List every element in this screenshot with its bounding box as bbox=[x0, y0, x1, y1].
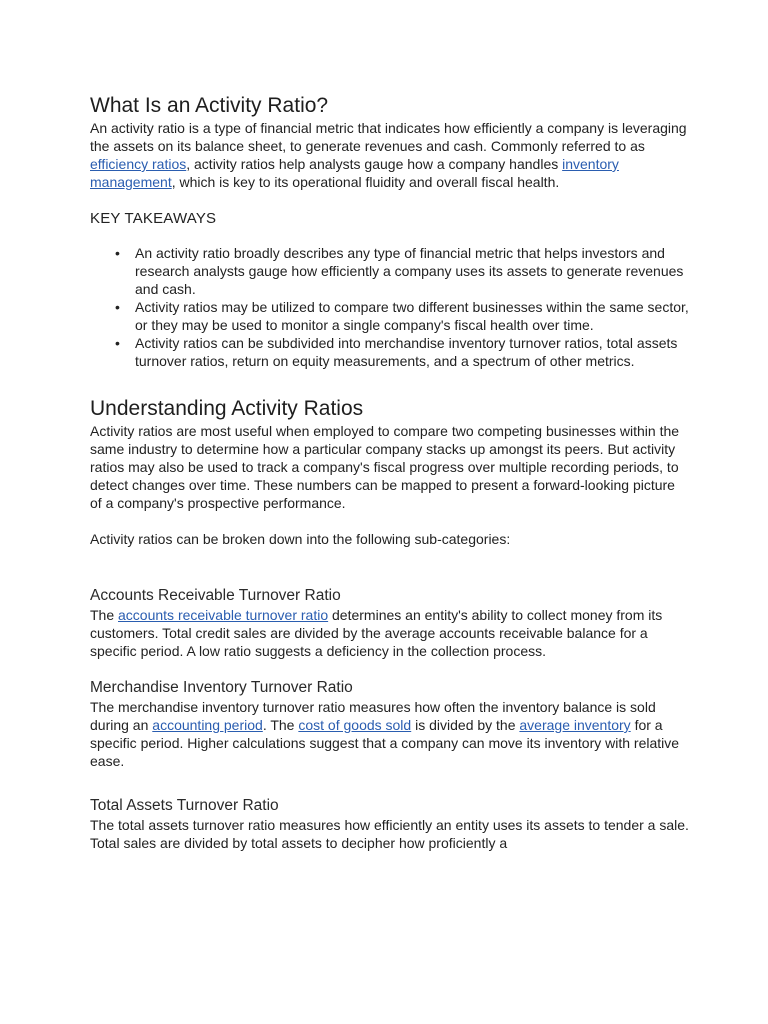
list-item: • Activity ratios can be subdivided into merchandise inventory turnover ratios, total assets turnover ratios, return on equity measurements, and a spectrum of other metrics. bbox=[115, 335, 678, 369]
intro-paragraph: An activity ratio is a type of financial metric that indicates how efficiently a company is leveraging the assets on its balance sheet, to generate revenues and cash. Commonly referred to as efficiency ratios, activity ratios help analysts gauge how a company handles inventory management, which is key to its operational fluidity and overall fiscal health. bbox=[90, 120, 687, 190]
accounting-period-link[interactable]: accounting period bbox=[152, 717, 263, 733]
bullet-icon: • bbox=[115, 299, 120, 315]
list-item: • An activity ratio broadly describes any type of financial metric that helps investors and research analysts gauge how efficiently a company uses its assets to generate revenues and cash. bbox=[115, 245, 684, 297]
cost-of-goods-sold-link[interactable]: cost of goods sold bbox=[298, 717, 412, 733]
ar-turnover-paragraph: The accounts receivable turnover ratio determines an entity's ability to collect money from its customers. Total credit sales are divided by the average accounts receivable balance for a specific period. A low ratio suggests a deficiency in the collection process. bbox=[90, 607, 663, 659]
total-assets-heading: Total Assets Turnover Ratio bbox=[90, 797, 279, 814]
list-item: • Activity ratios may be utilized to compare two different businesses within the same sector, or they may be used to monitor a single company's fiscal health over time. bbox=[115, 299, 689, 333]
inventory-turnover-heading: Merchandise Inventory Turnover Ratio bbox=[90, 679, 353, 696]
inventory-management-link[interactable]: inventory management bbox=[90, 156, 619, 190]
key-takeaways-heading: KEY TAKEAWAYS bbox=[90, 210, 217, 227]
page-title: What Is an Activity Ratio? bbox=[90, 94, 329, 117]
bullet-icon: • bbox=[115, 245, 120, 261]
ar-turnover-heading: Accounts Receivable Turnover Ratio bbox=[90, 587, 341, 604]
section-title-understanding: Understanding Activity Ratios bbox=[90, 397, 364, 420]
ar-turnover-ratio-link[interactable]: accounts receivable turnover ratio bbox=[118, 607, 329, 623]
document-page bbox=[90, 93, 690, 852]
efficiency-ratios-link[interactable]: efficiency ratios bbox=[90, 156, 187, 172]
inventory-turnover-paragraph: The merchandise inventory turnover ratio measures how often the inventory balance is sold during an accounting period. The cost of goods sold is divided by the average inventory for a specific period. Higher calculations suggest that a company can move its inventory with relative ease. bbox=[90, 699, 680, 769]
key-takeaways-list bbox=[90, 244, 690, 370]
subcategories-paragraph: Activity ratios can be broken down into the following sub-categories: bbox=[90, 531, 511, 547]
average-inventory-link[interactable]: average inventory bbox=[519, 717, 631, 733]
bullet-icon: • bbox=[115, 335, 120, 351]
understanding-paragraph: Activity ratios are most useful when employed to compare two competing businesses within the same industry to determine how a particular company stacks up amongst its peers. But activity ratios may also be used to track a company's fiscal progress over multiple recording periods, to detect changes over time. These numbers can be mapped to present a forward-looking picture of a company's prospective performance. bbox=[90, 423, 680, 511]
total-assets-paragraph: The total assets turnover ratio measures how efficiently an entity uses its assets to tender a sale. Total sales are divided by total assets to decipher how proficiently a bbox=[90, 817, 689, 851]
